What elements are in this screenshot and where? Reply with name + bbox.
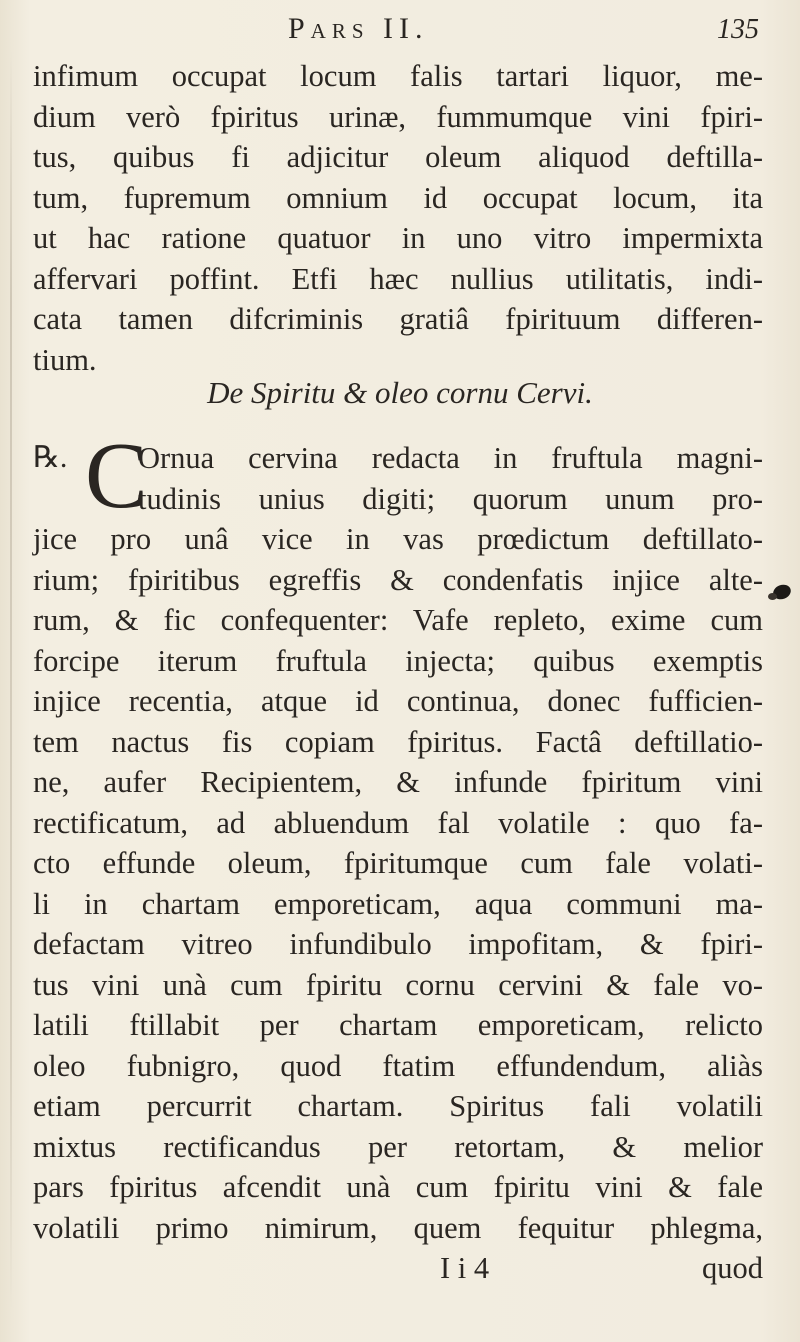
text-line: tem nactus fis copiam fpiritus. Factâ deftillatio- — [33, 724, 763, 759]
text-line: latili ftillabit per chartam emporeticam, relicto — [33, 1008, 763, 1043]
text-line: tus vini unà cum fpiritu cornu cervini & fale vo- — [33, 967, 763, 1002]
text-line: tudinis unius digiti; quorum unum pro- — [138, 481, 763, 516]
drop-cap-row — [33, 424, 763, 528]
text-line: dium verò fpiritus urinæ, fummumque vini fpiri- — [33, 99, 763, 134]
text-line: tus, quibus fi adjicitur oleum aliquod deftilla- — [33, 140, 763, 174]
text-line: volatili primo nimirum, quem fequitur phlegma, — [33, 1210, 763, 1245]
text-line: jice pro unâ vice in vas prœdictum deftillato- — [33, 522, 763, 557]
text-line: Ornua cervina redacta in fruftula magni- — [138, 441, 763, 475]
text-line: li in chartam emporeticam, aqua communi ma- — [33, 886, 763, 921]
catchword: quod — [702, 1251, 763, 1286]
text-line: oleo fubnigro, quod ftatim effundendum, aliàs — [33, 1048, 763, 1083]
text-line: affervari poffint. Etfi hæc nullius utilitatis, indi- — [33, 261, 763, 296]
text-line: rum, & fic confequenter: Vafe repleto, exime cum — [33, 603, 763, 638]
signature-mark: I i 4 — [440, 1251, 490, 1286]
text-line: etiam percurrit chartam. Spiritus fali volatili — [33, 1089, 763, 1124]
text-line: infimum occupat locum falis tartari liquor, me- — [33, 59, 763, 93]
text-line: rectificatum, ad abluendum fal volatile : quo fa- — [33, 805, 763, 840]
ink-blot — [768, 593, 777, 600]
recipe-sign: ℞. — [33, 441, 68, 474]
text-line: defactam vitreo infundibulo impofitam, & fpiri- — [33, 927, 763, 962]
page-header — [0, 12, 800, 52]
page-footer — [33, 1248, 763, 1288]
section-heading: De Spiritu & oleo cornu Cervi. — [207, 375, 593, 410]
text-line: forcipe iterum fruftula injecta; quibus exemptis — [33, 643, 763, 678]
paragraph-1 — [33, 56, 763, 380]
page-number: 135 — [717, 14, 759, 45]
text-line: tium. — [33, 342, 97, 377]
text-line: mixtus rectificandus per retortam, & melior — [33, 1129, 763, 1164]
text-line: tum, fupremum omnium id occupat locum, ita — [33, 180, 763, 215]
text-line: cata tamen difcriminis gratiâ fpirituum differen- — [33, 302, 763, 336]
text-line: ne, aufer Recipientem, & infunde fpiritum vini — [33, 765, 763, 800]
running-title: Pars II. — [288, 12, 429, 45]
text-line: ut hac ratione quatuor in uno vitro impermixta — [33, 221, 763, 255]
drop-cap: C — [85, 424, 148, 528]
text-line: rium; fpiritibus egreffis & condenfatis injice alte- — [33, 562, 763, 597]
paragraph-2 — [33, 424, 763, 1288]
text-line: injice recentia, atque id continua, donec fufficien- — [33, 684, 763, 719]
gutter-shadow — [10, 50, 12, 1310]
text-line: cto effunde oleum, fpiritumque cum fale volati- — [33, 846, 763, 881]
text-line: pars fpiritus afcendit unà cum fpiritu vini & fale — [33, 1170, 763, 1205]
